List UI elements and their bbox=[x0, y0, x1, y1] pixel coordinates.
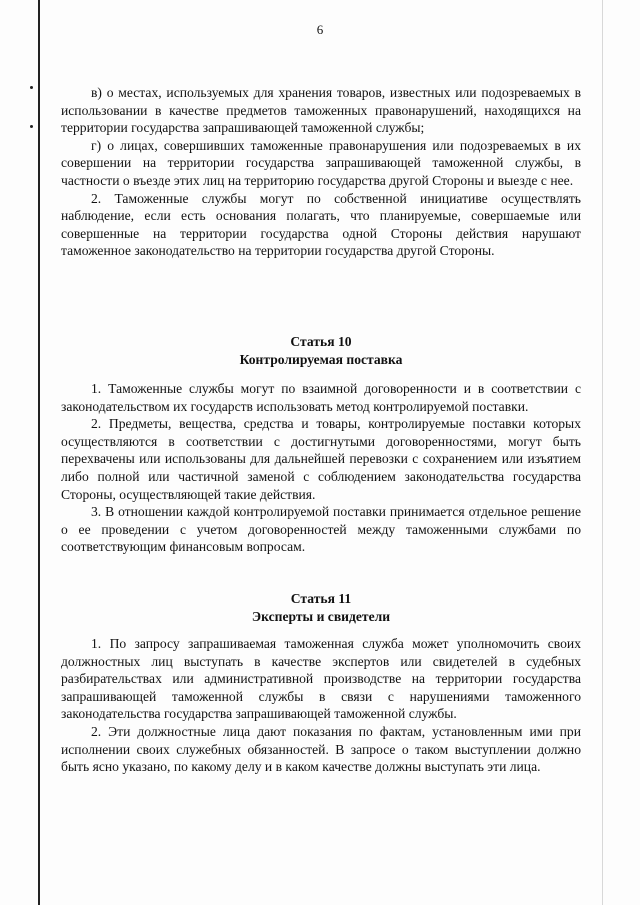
intro-text-block bbox=[61, 84, 581, 260]
paragraph-item-g: г) о лицах, совершивших таможенные правонарушения или подозреваемых в их совершении на территории государства запрашивающей таможенной службы, в частности о въезде этих лиц на территорию государства другой Стороны и выезде с нее. bbox=[61, 137, 581, 188]
page-left-border bbox=[38, 0, 40, 905]
page-right-edge bbox=[602, 0, 603, 905]
article-10-paragraph-1: 1. Таможенные службы могут по взаимной договоренности и в соответствии с законодательством их государств использовать метод контролируемой поставки. bbox=[61, 381, 581, 414]
paragraph-clause-2: 2. Таможенные службы могут по собственной инициативе осуществлять наблюдение, если есть основания полагать, что планируемые, совершаемые или совершенные на территории государства одной Стороны действия нарушают таможенное законодательство на территории государства другой Стороны. bbox=[61, 190, 581, 259]
article-10-number: Статья 10 bbox=[290, 334, 352, 349]
article-11-paragraph-2: 2. Эти должностные лица дают показания по фактам, установленным ими при исполнении своих служебных обязанностей. В запросе о таком выступлении должно быть ясно указано, по какому делу и в каком качестве должны выступать эти лица. bbox=[61, 723, 581, 775]
article-10-heading bbox=[61, 333, 581, 368]
article-11-paragraph-1: 1. По запросу запрашиваемая таможенная служба может уполномочить своих должностных лиц выступать в качестве экспертов или свидетелей в судебных разбирательствах или административной производстве на территории государства запрашивающей таможенной службы в связи с нарушениями таможенного законодательства государства запрашивающей таможенной службы. bbox=[61, 636, 581, 722]
article-10-body bbox=[61, 380, 581, 556]
article-10-title: Контролируемая поставка bbox=[239, 351, 403, 367]
article-10-paragraph-2: 2. Предметы, вещества, средства и товары, контролируемые поставки которых осуществляются в соответствии с достигнутыми договоренностями, могут быть перехвачены или использованы для дальнейшей перевозки с сохранением или изъятием либо полной или частичной заменой с соблюдением законодательства государства Стороны, осуществляющей такие действия. bbox=[61, 416, 581, 502]
article-11-heading bbox=[61, 590, 581, 625]
article-10-paragraph-3: 3. В отношении каждой контролируемой поставки принимается отдельное решение о ее проведении с учетом договоренностей между таможенными службами по соответствующим финансовым вопросам. bbox=[61, 504, 581, 555]
paragraph-item-v: в) о местах, используемых для хранения товаров, известных или подозреваемых в использовании в качестве предметов таможенных правонарушений, находящихся на территории государства запрашивающей таможенной службы; bbox=[61, 85, 581, 136]
page-number: 6 bbox=[316, 22, 324, 37]
article-11-body bbox=[61, 635, 581, 776]
article-11-title: Эксперты и свидетели bbox=[251, 608, 391, 624]
margin-mark bbox=[30, 125, 33, 128]
margin-mark bbox=[30, 86, 33, 89]
article-11-number: Статья 11 bbox=[290, 591, 352, 606]
